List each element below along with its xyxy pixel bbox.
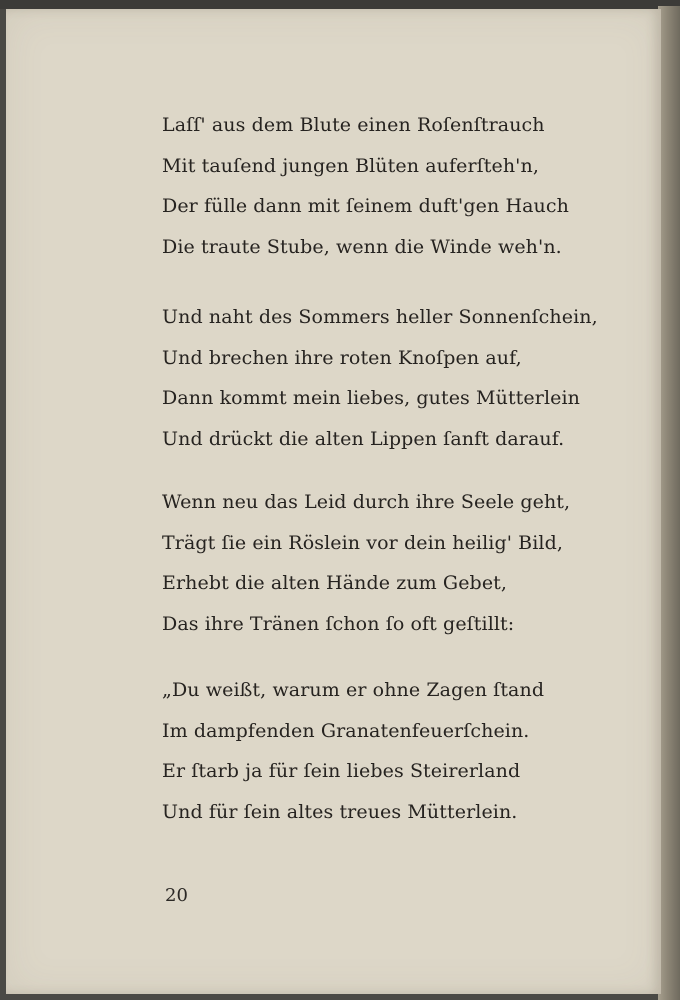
verse-line: Der fülle dann mit ſeinem duft'gen Hauch: [162, 195, 569, 217]
verse-line: Wenn neu das Leid durch ihre Seele geht,: [162, 491, 571, 513]
verse-line: Und brechen ihre roten Knoſpen auf,: [162, 346, 522, 369]
verse-line: Und naht des Sommers heller Sonnenſchein,: [162, 306, 598, 328]
page-number: 20: [165, 885, 188, 906]
verse-line: Erhebt die alten Hände zum Gebet,: [162, 572, 508, 594]
stanza-1: [162, 105, 652, 267]
scan-background-top: [0, 0, 680, 9]
verse-line: Laſſ' aus dem Blute einen Roſenſtrauch: [162, 114, 545, 136]
verse-line: Er ſtarb ja für ſein liebes Steirerland: [162, 760, 521, 782]
stanza-4: [162, 670, 652, 832]
verse-line: Die traute Stube, wenn die Winde weh'n.: [162, 235, 562, 258]
verse-line: Im dampfenden Granatenfeuerſchein.: [162, 719, 530, 742]
stanza-3: [162, 482, 652, 644]
stanza-2: [162, 297, 652, 459]
verse-line: „Du weißt, warum er ohne Zagen ſtand: [162, 679, 545, 701]
verse-line: Dann kommt mein liebes, gutes Mütterlein: [162, 387, 580, 409]
verse-line: Und für ſein altes treues Mütterlein.: [162, 800, 518, 823]
book-page: [6, 9, 661, 994]
verse-line: Das ihre Tränen ſchon ſo oft geſtillt:: [162, 612, 515, 635]
verse-line: Mit tauſend jungen Blüten auferſteh'n,: [162, 154, 539, 177]
book-spine-edge: [658, 6, 680, 1000]
verse-line: Und drückt die alten Lippen ſanft darauf.: [162, 427, 565, 450]
verse-line: Trägt ſie ein Röslein vor dein heilig' Bild,: [162, 531, 563, 554]
